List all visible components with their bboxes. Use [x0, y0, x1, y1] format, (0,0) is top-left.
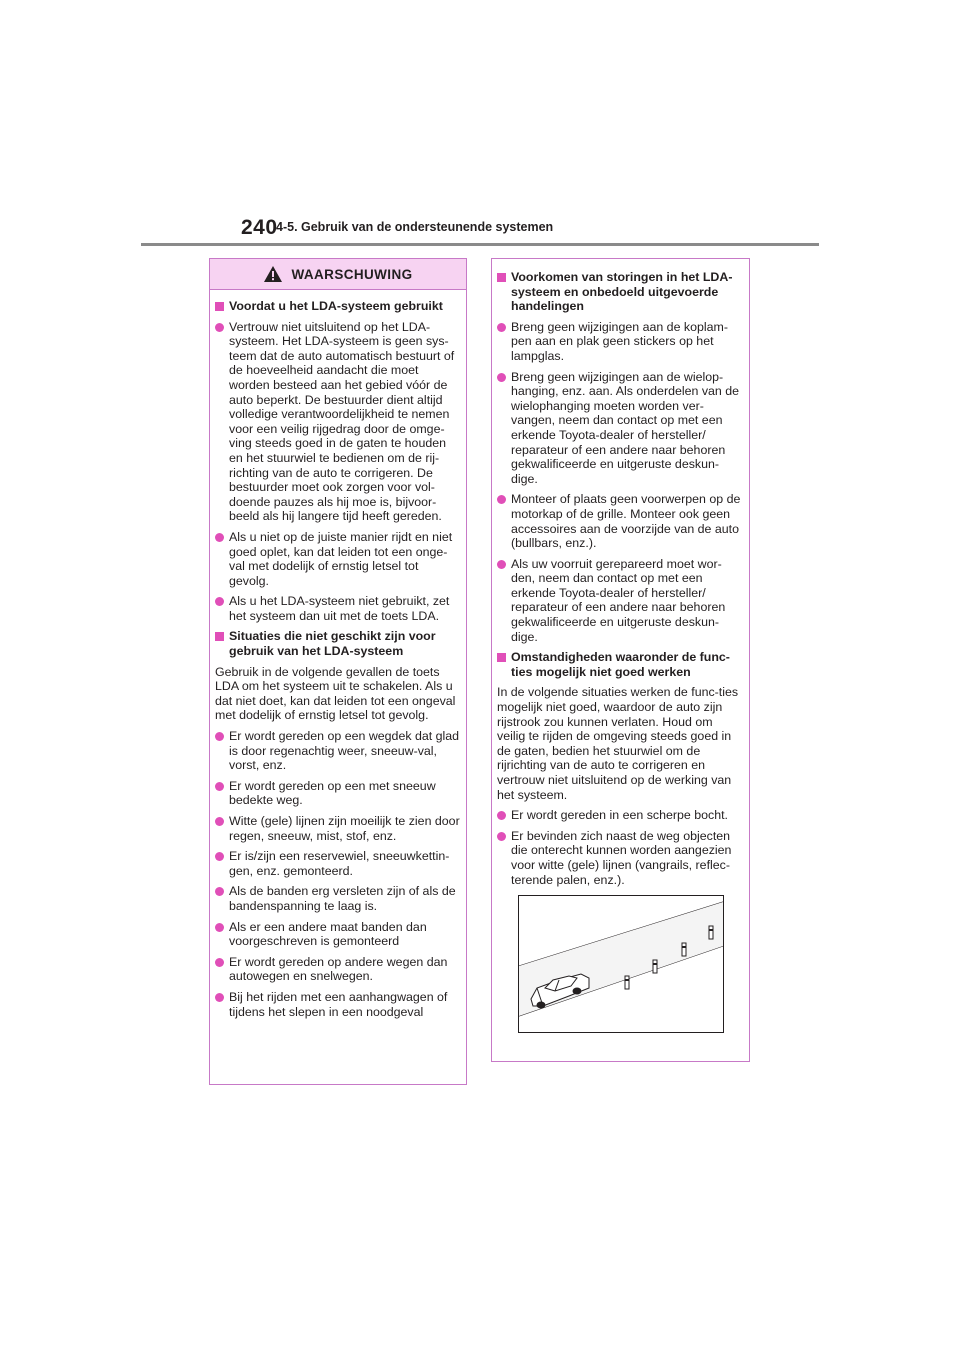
list-item: [497, 829, 744, 887]
subheading: [215, 299, 461, 314]
square-bullet-icon: [215, 302, 224, 311]
list-item-text: Als u niet op de juiste manier rijdt en niet goed oplet, kan dat leiden tot een onge-val met dodelijk of ernstig letsel tot gevolg.: [229, 529, 453, 588]
warning-triangle-icon: [263, 265, 283, 283]
warning-box-right: [491, 258, 750, 1062]
list-item-text: Als de banden erg versleten zijn of als de bandenspanning te laag is.: [229, 884, 456, 913]
bullet-dot-icon: [497, 832, 506, 841]
list-item: [497, 492, 744, 550]
subheading-text: Situaties die niet geschikt zijn voor gebruik van het LDA-systeem: [229, 629, 436, 659]
subheading-text: Voorkomen van storingen in het LDA-systeem en onbedoeld uitgevoerde handelingen: [511, 270, 733, 314]
subheading-text: Omstandigheden waaronder de func-ties mogelijk niet goed werken: [511, 650, 730, 679]
list-item-text: Als uw voorruit gerepareerd moet wor-den, neem dan contact op met een erkende Toyota-dealer of hersteller/ reparateur of een andere naar behoren gekwalificeerde en uitgeruste deskun-dige.: [511, 556, 726, 644]
list-item: [215, 990, 461, 1019]
list-item: [215, 530, 461, 588]
list-item-text: Er bevinden zich naast de weg objecten die onterecht kunnen worden aangezien voor witte (gele) lijnen (vangrails, reflec-terende palen, enz.).: [511, 828, 732, 887]
bullet-dot-icon: [497, 323, 506, 332]
square-bullet-icon: [497, 273, 506, 282]
list-item: [215, 594, 461, 623]
header-divider: [141, 243, 819, 246]
bullet-dot-icon: [215, 958, 224, 967]
square-bullet-icon: [497, 653, 506, 662]
list-item: [215, 955, 461, 984]
bullet-dot-icon: [215, 887, 224, 896]
section-title: 4-5. Gebruik van de ondersteunende systemen: [276, 220, 554, 234]
page-number: 240: [241, 216, 278, 239]
subheading-text: Voordat u het LDA-systeem gebruikt: [229, 299, 443, 313]
warning-header: [210, 259, 466, 290]
list-item: [215, 884, 461, 913]
list-item: [215, 729, 461, 773]
list-item: [215, 849, 461, 878]
list-item: [497, 370, 744, 487]
list-item-text: Als er een andere maat banden dan voorgeschreven is gemonteerd: [229, 919, 427, 949]
list-item-text: Als u het LDA-systeem niet gebruikt, zet het systeem dan uit met de toets LDA.: [229, 594, 450, 623]
list-item: [497, 557, 744, 645]
paragraph: Gebruik in de volgende gevallen de toets LDA om het systeem uit te schakelen. Als u dat niet doet, kan dat leiden tot een ongeval met dodelijk of ernstig letsel tot gevolg.: [215, 664, 456, 723]
subheading: [497, 270, 744, 314]
warning-title: WAARSCHUWING: [291, 266, 413, 282]
bullet-dot-icon: [215, 852, 224, 861]
list-item-text: Witte (gele) lijnen zijn moeilijk te zien door regen, sneeuw, mist, stof, enz.: [229, 814, 460, 843]
road-with-poles-illustration: [519, 896, 723, 1032]
list-item-text: Monteer of plaats geen voorwerpen op de motorkap of de grille. Monteer ook geen accessoires aan de voorzijde van de auto (bullbars, enz.).: [511, 492, 741, 551]
bullet-dot-icon: [497, 373, 506, 382]
bullet-dot-icon: [215, 732, 224, 741]
list-item: [497, 808, 744, 823]
bullet-dot-icon: [215, 923, 224, 932]
list-item-text: Breng geen wijzigingen aan de wielop-hanging, enz. aan. Als onderdelen van de wielophanging moeten worden ver-vangen, neem dan contact op met een erkende Toyota-dealer of hersteller/ reparateur of een andere naar behoren gekwalificeerde en uitgeruste deskun-dige.: [511, 369, 740, 486]
bullet-dot-icon: [497, 560, 506, 569]
paragraph: In de volgende situaties werken de func-ties mogelijk niet goed, waardoor de auto zijn rijstrook zou kunnen verlaten. Houd om veilig te rijden de omgeving steeds goed in de gaten, bedien het stuurwiel om de rijrichting van de auto te corrigeren en vertrouw niet uitsluitend op de werking van het systeem.: [497, 685, 739, 802]
list-item-text: Vertrouw niet uitsluitend op het LDA-systeem. Het LDA-systeem is geen sys-teem dat de auto automatisch bestuurt of de hoeveelheid aandacht die moet worden besteed aan het gebied vóór de auto beperkt. De bestuurder dient altijd volledige verantwoordelijkheid te nemen voor een veilig rijgedrag door de omge-ving steeds goed in de gaten te houden en het stuurwiel te bedienen om de rij-richting van de auto te corrigeren. De bestuurder moet ook zorgen voor vol-doende pauzes als hij moe is, bijvoor-beeld als hij langere tijd heeft gereden.: [229, 319, 455, 524]
bullet-dot-icon: [215, 817, 224, 826]
list-item-text: Er wordt gereden op een wegdek dat glad is door regenachtig weer, sneeuw-val, vorst, enz.: [229, 729, 460, 773]
list-item-text: Er is/zijn een reservewiel, sneeuwkettin-gen, enz. gemonteerd.: [229, 849, 450, 878]
list-item: [215, 814, 461, 843]
list-item-text: Bij het rijden met een aanhangwagen of tijdens het slepen in een noodgeval: [229, 989, 448, 1019]
bullet-dot-icon: [497, 811, 506, 820]
bullet-dot-icon: [215, 323, 224, 332]
road-illustration: [518, 895, 724, 1033]
list-item-text: Er wordt gereden op een met sneeuw bedekte weg.: [229, 778, 436, 808]
list-item-text: Er wordt gereden in een scherpe bocht.: [511, 808, 728, 823]
list-item: [215, 920, 461, 949]
square-bullet-icon: [215, 632, 224, 641]
bullet-dot-icon: [215, 993, 224, 1002]
bullet-dot-icon: [215, 533, 224, 542]
warning-content: [210, 290, 466, 1019]
subheading: [215, 629, 461, 658]
list-item: [215, 320, 461, 524]
bullet-dot-icon: [215, 597, 224, 606]
subheading: [497, 650, 744, 679]
bullet-dot-icon: [497, 495, 506, 504]
list-item-text: Er wordt gereden op andere wegen dan autowegen en snelwegen.: [229, 954, 448, 984]
list-item-text: Breng geen wijzigingen aan de koplam-pen aan en plak geen stickers op het lampglas.: [511, 319, 728, 363]
list-item: [497, 320, 744, 364]
warning-box-left: [209, 258, 467, 1085]
list-item: [215, 779, 461, 808]
warning-content: [492, 259, 749, 1033]
bullet-dot-icon: [215, 782, 224, 791]
